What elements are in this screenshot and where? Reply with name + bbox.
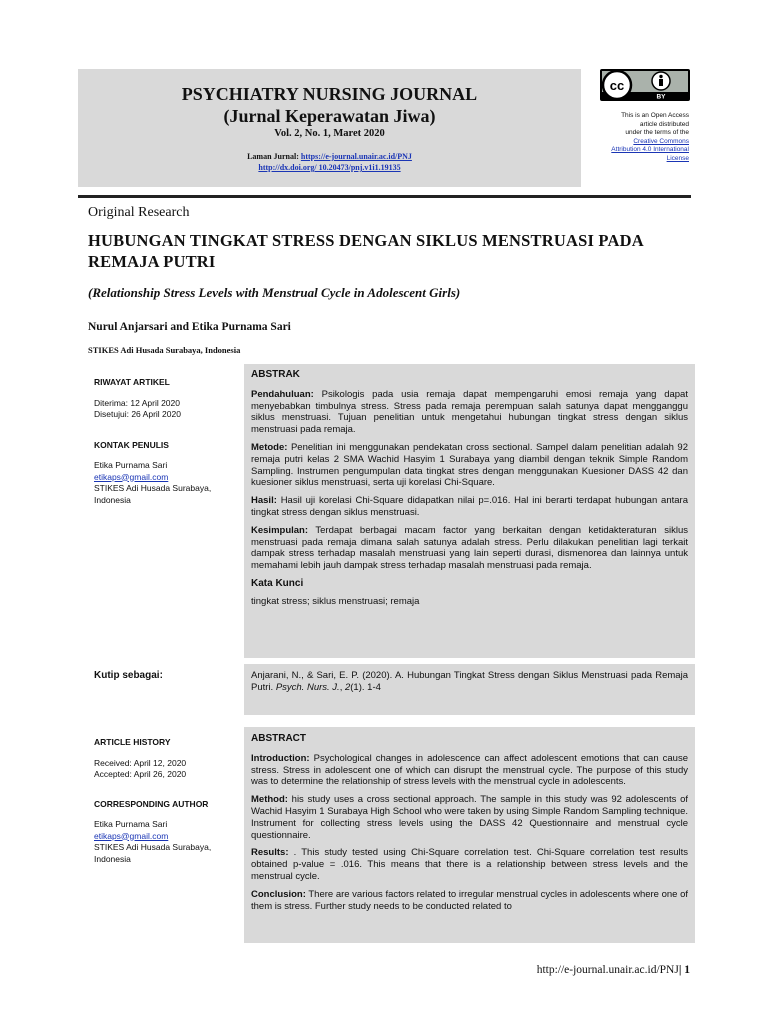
riwayat-artikel bbox=[94, 377, 234, 506]
article-history bbox=[94, 737, 234, 865]
citation-main: Anjarani, N., & Sari, E. P. (2020). A. Hubungan Tingkat Stress dengan Siklus Menstruasi pada Remaja Putri. bbox=[251, 670, 688, 693]
license-link-1[interactable]: Creative Commons bbox=[633, 137, 689, 145]
keywords: tingkat stress; siklus menstruasi; remaja bbox=[251, 595, 420, 607]
kesimpulan-label: Kesimpulan: bbox=[251, 524, 309, 536]
citation-pages: (1). 1-4 bbox=[350, 681, 381, 693]
kesimpulan-text: Terdapat berbagai macam factor yang berkaitan dengan ketidakteraturan siklus menstruasi pada remaja dimana salah satunya adalah stress. Perlu dilakukan penelitian lagi terkait dampak stress terhadap masalah menstruasi yang lain seperti durasi, dismenorea dan lainnya untuk memahami lebih jauh dampak stress terhadap masalah menstruasi pada remaja. bbox=[251, 524, 688, 572]
license-text-3: under the terms of the bbox=[625, 129, 689, 136]
accepted-date: Accepted: April 26, 2020 bbox=[94, 769, 187, 779]
hasil-label: Hasil: bbox=[251, 495, 277, 507]
method-label: Method: bbox=[251, 794, 288, 806]
cc-by-icon bbox=[600, 69, 690, 101]
page-footer bbox=[537, 964, 690, 976]
riwayat-heading: RIWAYAT ARTIKEL bbox=[94, 377, 170, 387]
history-heading: ARTICLE HISTORY bbox=[94, 737, 171, 747]
citation-journal: Psych. Nurs. J. bbox=[275, 681, 340, 693]
abstract-heading: ABSTRACT bbox=[251, 733, 306, 744]
journal-subtitle: (Jurnal Keperawatan Jiwa) bbox=[223, 106, 436, 126]
journal-url-line bbox=[78, 152, 581, 161]
metode-text: Penelitian ini menggunakan pendekatan cross sectional. Sampel dalam penelitian adalah 92 remaja putri kelas 2 SMA Wachid Hasyim 1 Surabaya yang diambil dengan teknik Simple Random Sampling. Instrumen pengumpulan data tingkat stres dengan menggunakan Kuesioner DASS 42 dan kuesioner siklus menstruasi, serta uji korelasi Chi-Square. bbox=[251, 441, 688, 489]
article-type: Original Research bbox=[88, 205, 190, 220]
journal-volume: Vol. 2, No. 1, Maret 2020 bbox=[274, 128, 385, 139]
license-text-2: article distributed bbox=[639, 120, 689, 128]
kontak-inst-1: STIKES Adi Husada Surabaya, bbox=[94, 483, 212, 493]
diterima-date: Diterima: 12 April 2020 bbox=[94, 397, 180, 408]
corresponding-inst-2: Indonesia bbox=[94, 853, 131, 864]
abstract-content bbox=[251, 733, 688, 943]
disetujui-date: Disetujui: 26 April 2020 bbox=[94, 409, 181, 419]
pendahuluan-label: Pendahuluan: bbox=[251, 388, 314, 400]
abstrak-kesimpulan bbox=[251, 525, 688, 572]
abstract-method bbox=[251, 794, 688, 841]
citation-text bbox=[251, 670, 688, 694]
footer-url[interactable]: http://e-journal.unair.ac.id/PNJ bbox=[536, 964, 679, 976]
method-text: his study uses a cross sectional approach. The sample in this study was 92 adolescents of Wachid Hasyim 1 Surabaya High School who were taken by using Simple Random Sampling technique. Instrument for collecting stress levels using the DASS 42 Questionnaire and menstrual cycle questionnaire. bbox=[251, 794, 688, 841]
corresponding-heading: CORRESPONDING AUTHOR bbox=[94, 798, 209, 809]
header-divider bbox=[78, 195, 691, 198]
citation-label: Kutip sebagai: bbox=[94, 670, 163, 681]
introduction-text: Psychological changes in adolescence can affect adolescent emotions that can cause stress. Stress in adolescent one of which can disrupt the menstrual cycle. The purpose of this study was to determine the relationship of stress levels with the menstrual cycle in adolescents. bbox=[251, 752, 688, 788]
kontak-inst-2: Indonesia bbox=[94, 494, 131, 505]
abstract-introduction bbox=[251, 753, 688, 788]
abstrak-hasil bbox=[251, 495, 688, 519]
citation-volume: 2 bbox=[344, 681, 351, 693]
article-title: HUBUNGAN TINGKAT STRESS DENGAN SIKLUS MENSTRUASI PADA REMAJA PUTRI bbox=[88, 231, 643, 271]
journal-url-link[interactable]: https://e-journal.unair.ac.id/PNJ bbox=[300, 152, 412, 161]
citation-sep: , bbox=[339, 681, 345, 693]
journal-name: PSYCHIATRY NURSING JOURNAL bbox=[181, 84, 478, 104]
received-date: Received: April 12, 2020 bbox=[94, 757, 187, 768]
abstrak-pendahuluan bbox=[251, 389, 688, 436]
license-link-2[interactable]: Attribution 4.0 International bbox=[611, 146, 689, 153]
svg-text:BY: BY bbox=[656, 93, 666, 101]
page-number: 1 bbox=[684, 964, 690, 976]
results-text: . This study tested using Chi-Square correlation test. Chi-Square correlation test results obtained p-value = .016. This means that there is a relationship between stress levels and the menstrual cycle. bbox=[251, 847, 688, 882]
article-authors: Nurul Anjarsari and Etika Purnama Sari bbox=[88, 321, 291, 333]
abstract-results bbox=[251, 847, 688, 882]
conclusion-label: Conclusion: bbox=[251, 888, 306, 900]
corresponding-name: Etika Purnama Sari bbox=[94, 819, 168, 829]
conclusion-text: There are various factors related to irregular menstrual cycles in adolescents where one of them is stress. Further study needs to be conducted related to bbox=[251, 888, 688, 912]
abstrak-heading: ABSTRAK bbox=[251, 369, 300, 380]
metode-label: Metode: bbox=[251, 441, 288, 453]
journal-url-label: Laman Jurnal: bbox=[247, 152, 301, 161]
article-affiliation: STIKES Adi Husada Surabaya, Indonesia bbox=[88, 345, 241, 355]
kontak-heading: KONTAK PENULIS bbox=[94, 439, 169, 450]
abstrak-content bbox=[251, 369, 688, 608]
kata-kunci-heading: Kata Kunci bbox=[251, 577, 304, 589]
license-note bbox=[585, 112, 689, 163]
corresponding-inst-1: STIKES Adi Husada Surabaya, bbox=[94, 842, 212, 852]
corresponding-email[interactable]: etikaps@gmail.com bbox=[94, 830, 169, 841]
abstract-conclusion bbox=[251, 889, 688, 913]
abstrak-metode bbox=[251, 442, 688, 489]
kontak-email[interactable]: etikaps@gmail.com bbox=[94, 471, 169, 482]
footer-separator: | bbox=[678, 964, 685, 976]
hasil-text: Hasil uji korelasi Chi-Square didapatkan nilai p=.016. Hal ini berarti terdapat hubungan antara tingkat stress dengan siklus menstruasi. bbox=[251, 495, 688, 518]
license-text-1: This is an Open Access bbox=[621, 112, 689, 119]
doi-link[interactable]: http://dx.doi.org/ 10.20473/pnj.v1i1.19135 bbox=[258, 163, 401, 172]
license-link-3[interactable]: License bbox=[666, 154, 689, 162]
pendahuluan-text: Psikologis pada usia remaja dapat mempengaruhi emosi remaja yang dapat menyebabkan timbulnya stress. Stress pada remaja perempuan salah satunya dapat mengganggu siklus menstruasi. Tujuan penelitian untuk mengetahui hubungan tingkat stress dengan siklus menstruasi pada remaja. bbox=[251, 388, 688, 436]
introduction-label: Introduction: bbox=[251, 752, 310, 764]
results-label: Results: bbox=[251, 847, 289, 859]
article-subtitle: (Relationship Stress Levels with Menstrual Cycle in Adolescent Girls) bbox=[88, 285, 461, 300]
svg-text:cc: cc bbox=[609, 78, 625, 93]
doi-line bbox=[78, 163, 581, 172]
kontak-name: Etika Purnama Sari bbox=[94, 460, 168, 470]
